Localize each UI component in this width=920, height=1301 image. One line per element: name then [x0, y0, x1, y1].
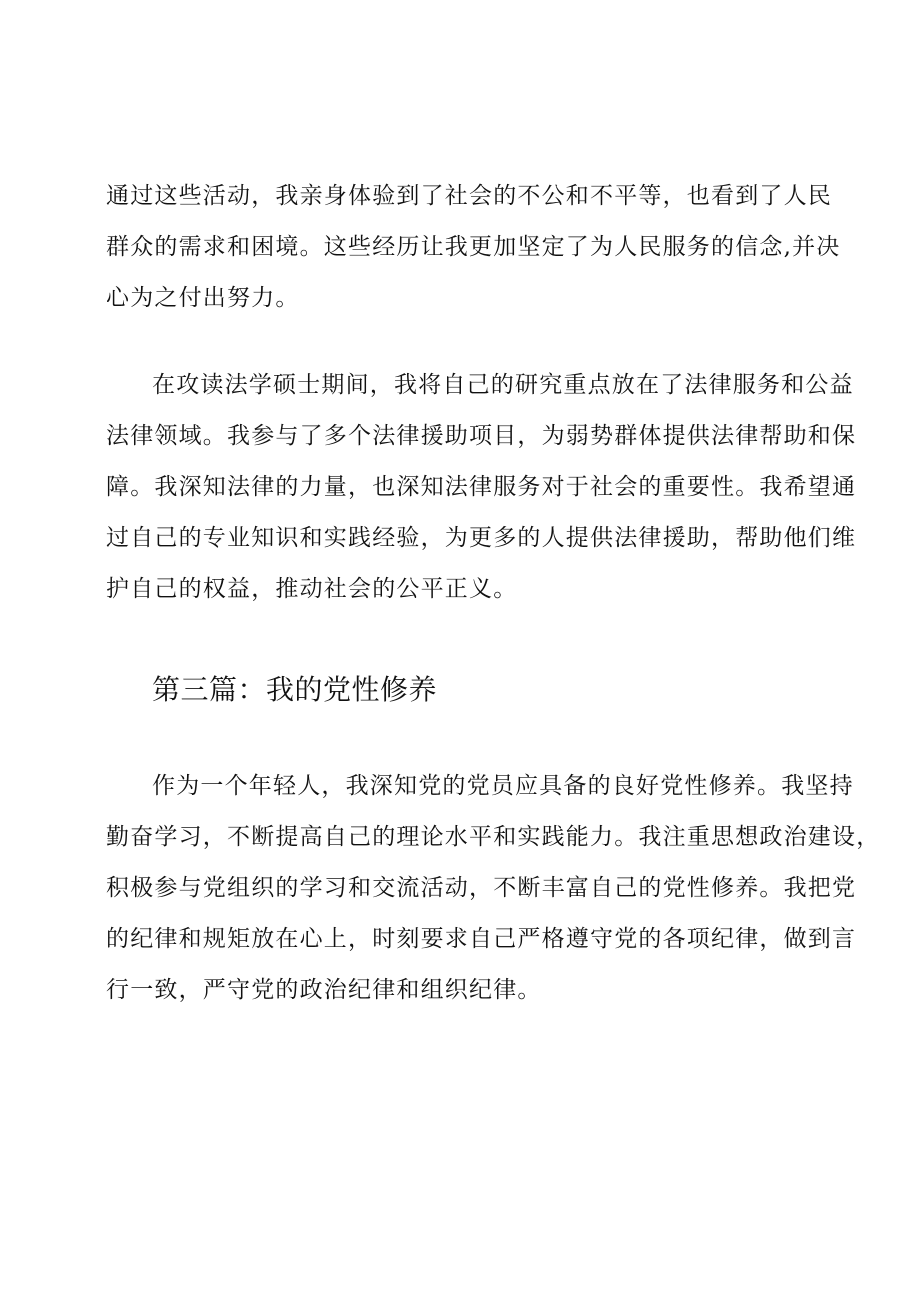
section-heading: 第三篇：我的党性修养: [152, 673, 438, 706]
paragraph-line: 障。我深知法律的力量，也深知法律服务对于社会的重要性。我希望通: [106, 474, 857, 500]
paragraph-line: 法律领域。我参与了多个法律援助项目，为弱势群体提供法律帮助和保: [106, 423, 857, 449]
paragraph-line: 过自己的专业知识和实践经验，为更多的人提供法律援助，帮助他们维: [106, 525, 857, 551]
paragraph-line: 群众的需求和困境。这些经历让我更加坚定了为人民服务的信念,并决: [106, 234, 841, 260]
paragraph-line: 作为一个年轻人，我深知党的党员应具备的良好党性修养。我坚持: [152, 773, 854, 799]
paragraph-line: 在攻读法学硕士期间，我将自己的研究重点放在了法律服务和公益: [152, 372, 854, 398]
paragraph-line: 积极参与党组织的学习和交流活动，不断丰富自己的党性修养。我把党: [106, 875, 857, 901]
paragraph-line: 护自己的权益，推动社会的公平正义。: [106, 576, 518, 602]
paragraph-line: 的纪律和规矩放在心上，时刻要求自己严格遵守党的各项纪律，做到言: [106, 926, 857, 952]
paragraph-line: 心为之付出努力。: [106, 285, 300, 311]
paragraph-line: 勤奋学习，不断提高自己的理论水平和实践能力。我注重思想政治建设，: [106, 824, 881, 850]
paragraph-line: 行一致，严守党的政治纪律和组织纪律。: [106, 977, 542, 1003]
paragraph-line: 通过这些活动，我亲身体验到了社会的不公和不平等，也看到了人民: [106, 183, 832, 209]
